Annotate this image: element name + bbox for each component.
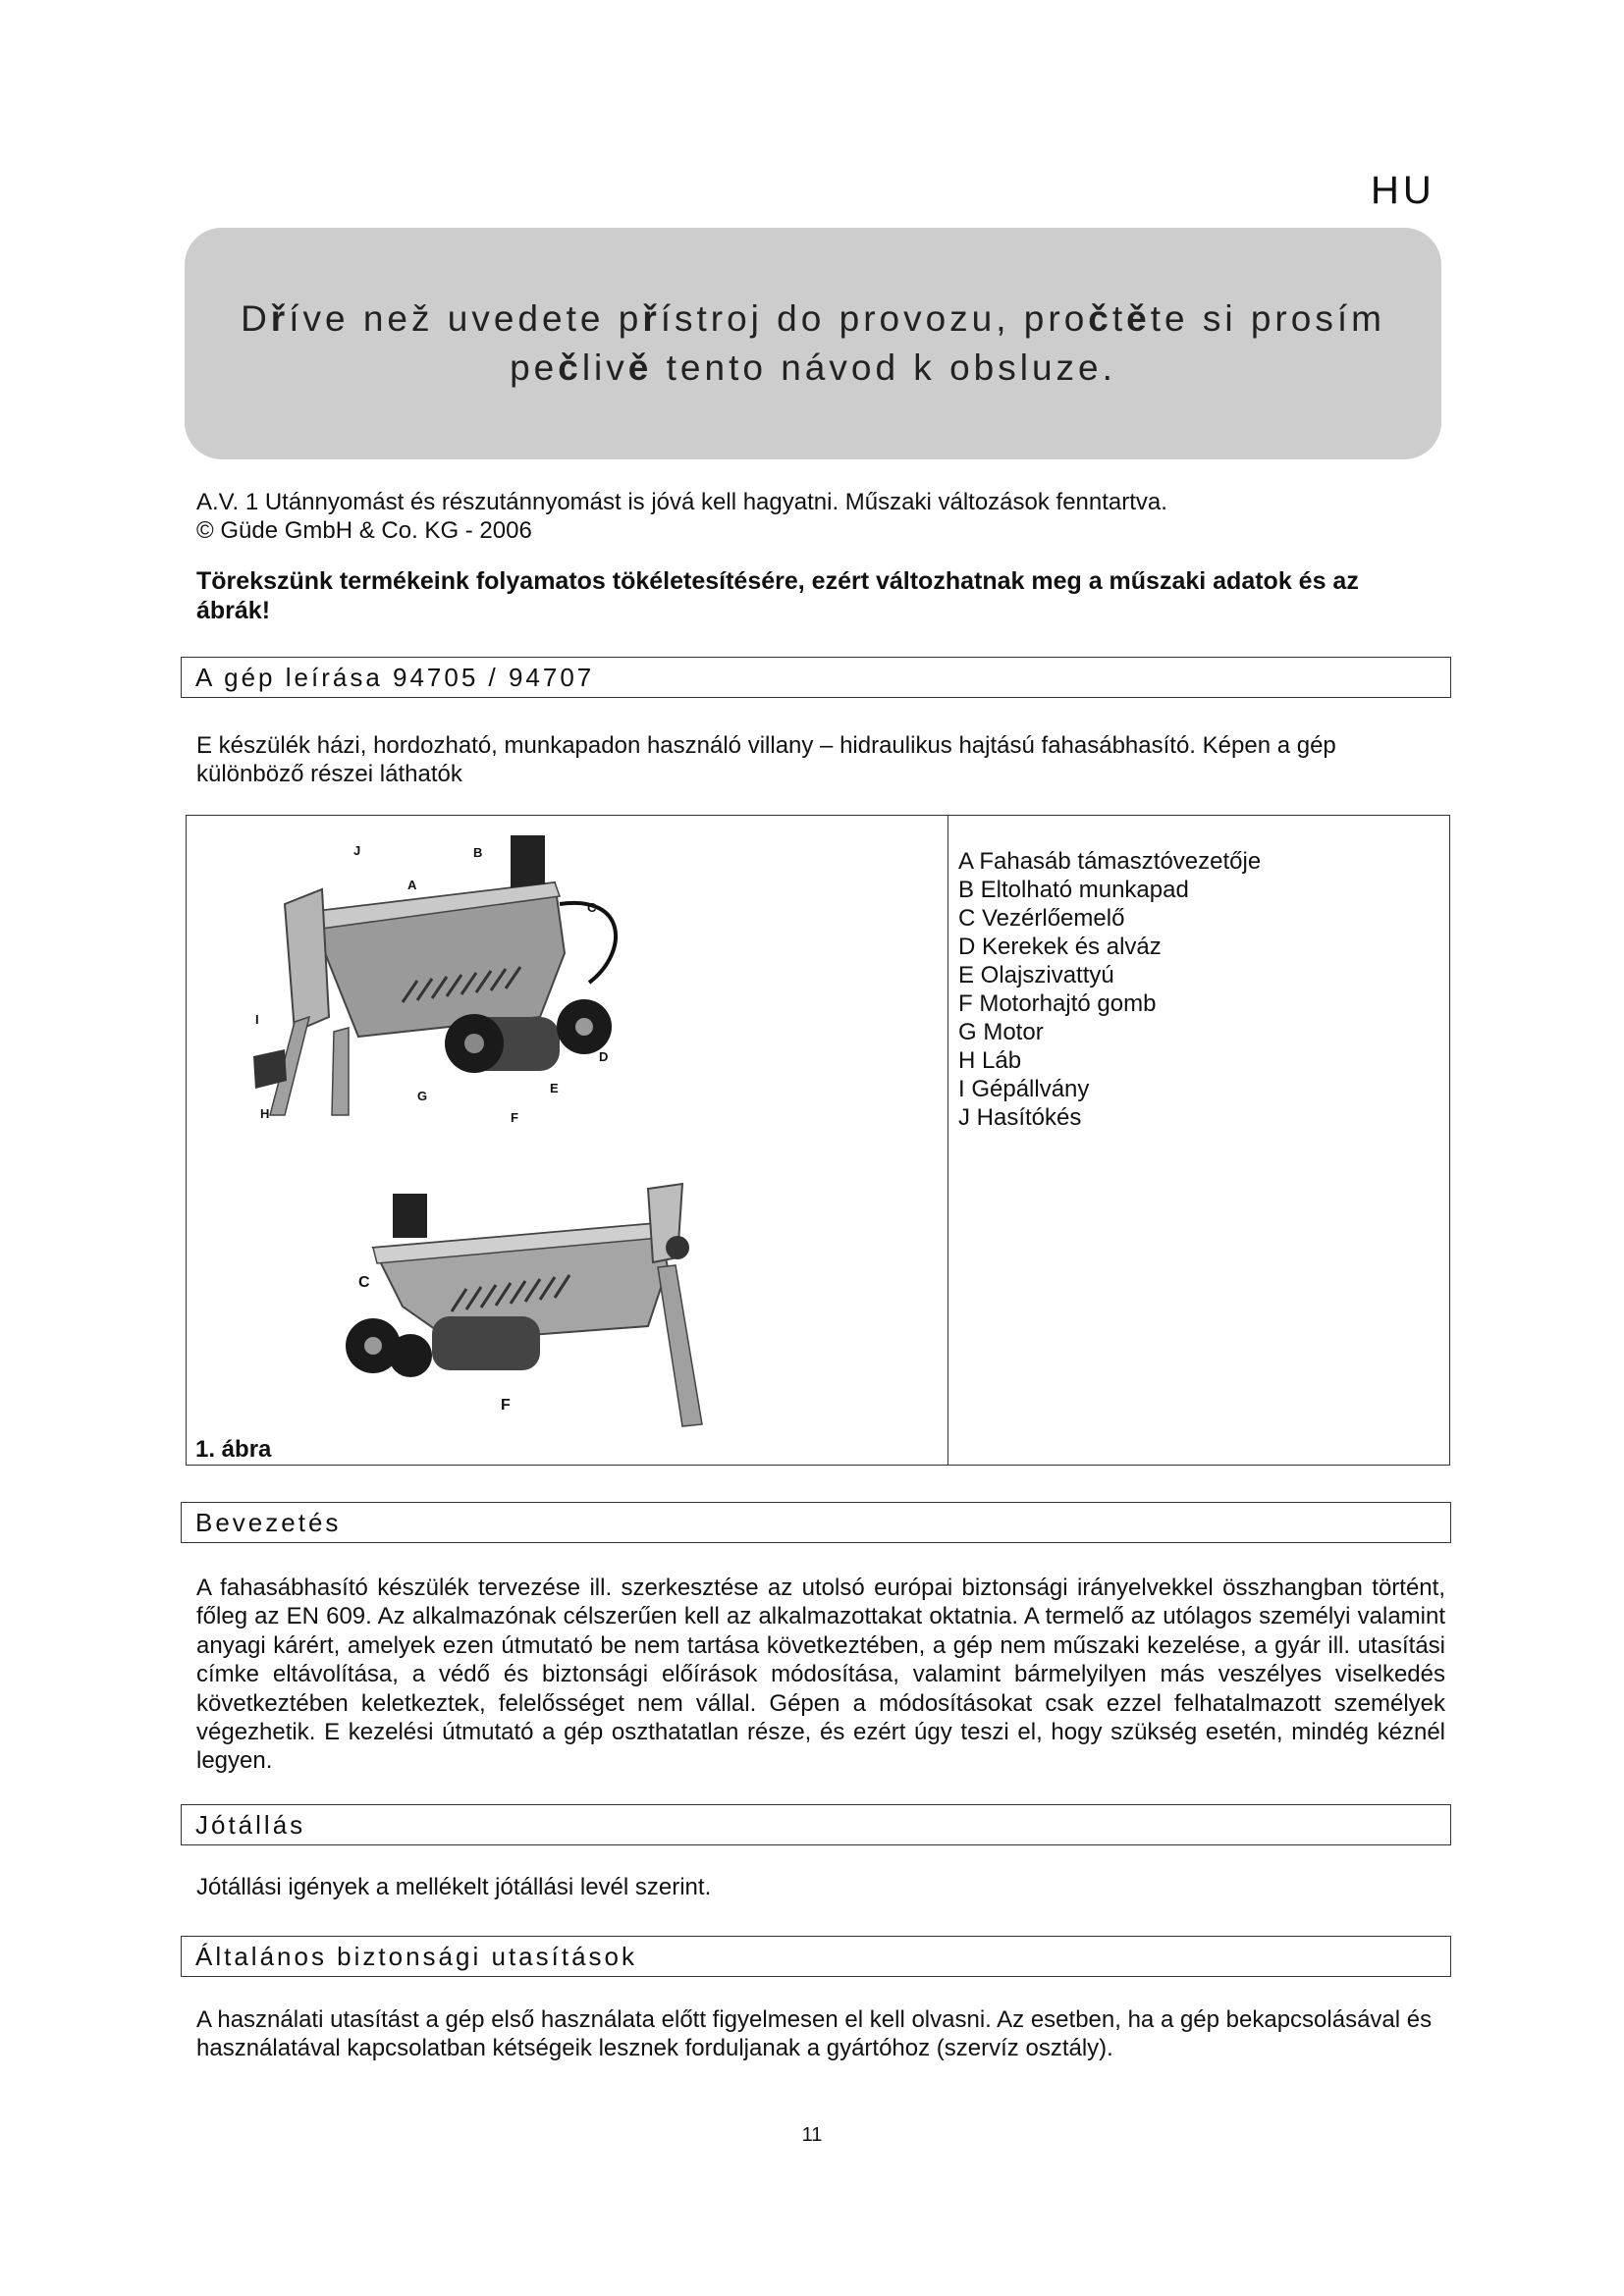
callout-d: D	[599, 1049, 609, 1064]
callout-i: I	[255, 1012, 259, 1027]
section-heading-safety: Általános biztonsági utasítások	[181, 1936, 1451, 1977]
part-item: A Fahasáb támasztóvezetője	[958, 848, 1262, 875]
section-heading-warranty: Jótállás	[181, 1804, 1451, 1845]
page-number: 11	[801, 2124, 823, 2146]
callout-c-bottom: C	[358, 1274, 370, 1291]
part-item: E Olajszivattyú	[958, 962, 1114, 988]
parts-list	[958, 847, 1261, 1132]
figure-divider	[947, 816, 948, 1465]
callout-e: E	[550, 1081, 559, 1095]
log-splitter-illustration-top	[216, 835, 677, 1130]
description-text: E készülék házi, hordozható, munkapadon használó villany – hidraulikus hajtású fahasábhasító. Képen a gép különböző részei láthatók	[196, 732, 1336, 787]
part-item: B Eltolható munkapad	[958, 877, 1189, 903]
warranty-text: Jótállási igények a mellékelt jótállási levél szerint.	[196, 1874, 712, 1900]
introduction-text: A fahasábhasító készülék tervezése ill. szerkesztése az utolsó európai biztonsági irányelvekkel összhangban történt, főleg az EN 609. Az alkalmazónak célszerűen kell az alkalmazottakat oktatnia. A termelő az utólagos személyi valamint anyagi kárért, amelyek ezen útmutató be nem tartása következtében, a gép nem műszaki kezelése, a gyár ill. utasítási címke eltávolítása, a védő és biztonsági előírások módosítása, valamint bármelyilyen más veszélyes viselkedés következtében keletkeztek, felelősséget nem vállal. Gépen a módosításokat csak ezzel felhatalmazott személyek végezhetik. E kezelési útmutató a gép oszthatatlan része, és ezért úgy teszi el, hogy szükség esetén, mindég kéznél legyen.	[196, 1575, 1445, 1775]
part-item: I Gépállvány	[958, 1076, 1090, 1102]
callout-g: G	[417, 1089, 428, 1103]
part-item: J Hasítókés	[958, 1104, 1082, 1131]
log-splitter-illustration-bottom	[334, 1169, 746, 1434]
part-item: C Vezérlőemelő	[958, 905, 1125, 932]
callout-f-bottom: F	[501, 1397, 511, 1414]
section-heading-introduction: Bevezetés	[181, 1502, 1451, 1543]
safety-text: A használati utasítást a gép első használata előtt figyelmesen el kell olvasni. Az esetben, ha a gép bekapcsolásával és használatával kapcsolatban kétségeik lesznek forduljanak a gyártóhoz (szervíz osztály).	[196, 2006, 1433, 2061]
copyright-line-1: A.V. 1 Utánnyomást és részutánnyomást is jóvá kell hagyatni. Műszaki változások fenntartva.	[196, 489, 1167, 515]
part-item: D Kerekek és alváz	[958, 934, 1162, 960]
banner-line-1: Dříve než uvedete přístroj do provozu, pročtěte si prosím	[241, 298, 1385, 339]
callout-f: F	[511, 1110, 518, 1125]
callout-j: J	[353, 843, 361, 858]
callout-a: A	[407, 878, 417, 892]
figure-caption: 1. ábra	[195, 1436, 272, 1463]
figure-box	[186, 815, 1450, 1466]
part-item: F Motorhajtó gomb	[958, 990, 1157, 1017]
copyright-line-2: © Güde GmbH & Co. KG - 2006	[196, 517, 532, 544]
part-item: G Motor	[958, 1019, 1044, 1045]
banner-line-2: pečlivě tento návod k obsluze.	[510, 347, 1116, 388]
callout-c: C	[587, 900, 597, 915]
improvement-notice: Törekszünk termékeink folyamatos tökéletesítésére, ezért változhatnak meg a műszaki adatok és az ábrák!	[196, 567, 1359, 624]
callout-b: B	[473, 845, 483, 860]
section-heading-description: A gép leírása 94705 / 94707	[181, 657, 1451, 698]
part-item: H Láb	[958, 1047, 1022, 1074]
callout-h: H	[260, 1106, 270, 1121]
warning-banner	[185, 228, 1441, 459]
language-code: HU	[1371, 169, 1435, 212]
